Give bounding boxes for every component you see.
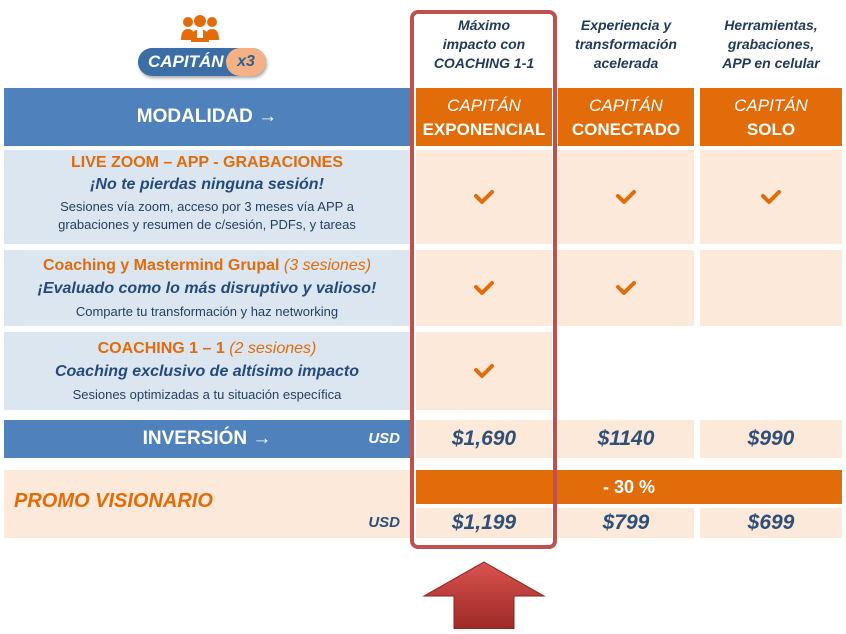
inversion-label: INVERSIÓN → bbox=[142, 428, 272, 449]
inversion-currency: USD bbox=[368, 430, 400, 447]
empty-cell bbox=[700, 250, 842, 326]
feature-title: LIVE ZOOM – APP - GRABACIONES bbox=[70, 154, 344, 171]
promo-panel bbox=[4, 470, 410, 538]
plan-exponencial-header[interactable]: CAPITÁN EXPONENCIAL bbox=[416, 88, 552, 146]
feature-title: COACHING 1 – 1 (2 sesiones) bbox=[97, 340, 317, 357]
inversion-bar bbox=[4, 420, 410, 458]
people-group-icon bbox=[180, 14, 220, 44]
price-solo: $990 bbox=[700, 420, 842, 458]
feature-title: Coaching y Mastermind Grupal (3 sesiones) bbox=[42, 257, 372, 274]
feature-title-note: (3 sesiones) bbox=[283, 257, 372, 274]
modalidad-label: MODALIDAD → bbox=[136, 106, 278, 127]
feature-row-coaching-1-1 bbox=[4, 332, 410, 410]
promo-currency: USD bbox=[368, 514, 400, 531]
logo-badge bbox=[138, 48, 266, 76]
arrow-up-icon bbox=[422, 560, 546, 629]
plan-solo-header[interactable]: CAPITÁN SOLO bbox=[700, 88, 842, 146]
feature-row-live-zoom bbox=[4, 150, 410, 244]
promo-label: PROMO VISIONARIO bbox=[14, 490, 213, 512]
promo-price-exponencial: $1,199 bbox=[416, 508, 552, 538]
feature-desc: Comparte tu transformación y haz networking bbox=[75, 304, 339, 319]
promo-price-conectado: $799 bbox=[558, 508, 694, 538]
check-icon bbox=[558, 250, 694, 326]
feature-subtitle: ¡Evaluado como lo más disruptivo y valioso! bbox=[37, 280, 377, 297]
feature-title-note: (2 sesiones) bbox=[229, 340, 317, 357]
price-exponencial: $1,690 bbox=[416, 420, 552, 458]
feature-subtitle: ¡No te pierdas ninguna sesión! bbox=[90, 176, 324, 193]
feature-row-mastermind bbox=[4, 250, 410, 326]
column-tagline-exponencial: Máximo impacto con COACHING 1-1 bbox=[433, 17, 535, 71]
logo-multiplier: x3 bbox=[226, 48, 266, 76]
promo-discount-badge: - 30 % bbox=[416, 470, 842, 504]
logo-name: CAPITÁN bbox=[148, 52, 224, 71]
feature-desc: grabaciones y resumen de c/sesión, PDFs, y tareas bbox=[58, 217, 356, 232]
feature-desc: Sesiones optimizadas a tu situación específica bbox=[72, 387, 342, 402]
check-icon bbox=[700, 150, 842, 244]
feature-desc: Sesiones vía zoom, acceso por 3 meses vía APP a bbox=[60, 199, 354, 214]
column-tagline-conectado: Experiencia y transformación acelerada bbox=[575, 17, 677, 71]
check-icon bbox=[558, 150, 694, 244]
promo-price-solo: $699 bbox=[700, 508, 842, 538]
recommended-plan-highlight bbox=[410, 10, 557, 549]
modalidad-header bbox=[4, 88, 410, 146]
column-tagline-solo: Herramientas, grabaciones, APP en celular bbox=[722, 17, 820, 71]
price-conectado: $1140 bbox=[558, 420, 694, 458]
feature-subtitle: Coaching exclusivo de altísimo impacto bbox=[54, 363, 360, 380]
plan-conectado-header[interactable]: CAPITÁN CONECTADO bbox=[558, 88, 694, 146]
